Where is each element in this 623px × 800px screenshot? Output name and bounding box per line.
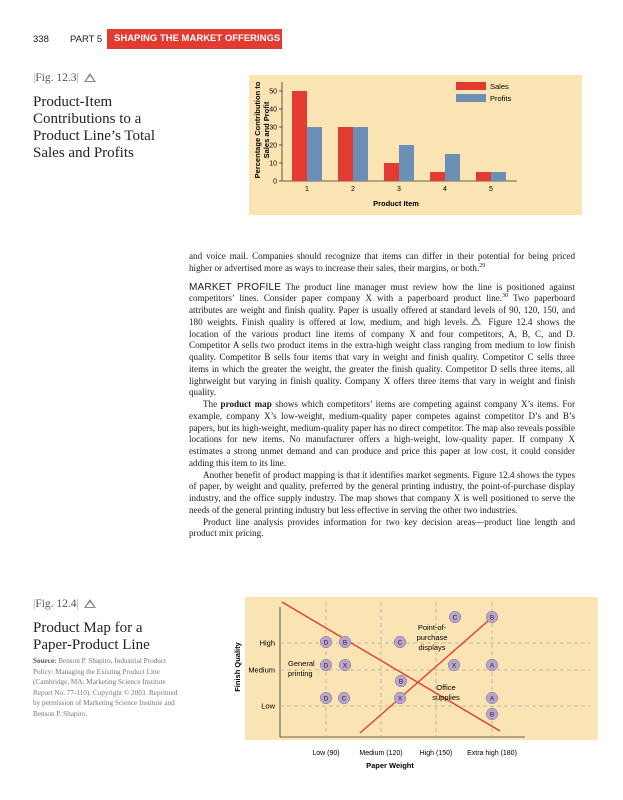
product-item-b bbox=[395, 675, 407, 687]
bar-sales-item-1 bbox=[292, 91, 307, 181]
y-tick-label: Medium bbox=[248, 665, 275, 675]
footnote-ref: 29 bbox=[479, 262, 486, 269]
bar-sales-item-3 bbox=[384, 163, 399, 181]
figure-12-4-title bbox=[33, 620, 150, 654]
paragraph-text: shows which competitors’ items are competing against company X’s items. For example, company X’s low-weight, medium-quality paper competes against competitor D’s and B’s papers, but its high-weight, medium-quality paper has no direct competitor. The map also reveals possible locations for new items. No manufacturer offers a high-weight, low-quality paper. If company X estimates a strong unmet demand and can produce and price this paper at low cost, it could consider adding this item to its line. bbox=[189, 399, 576, 468]
warning-triangle-icon bbox=[84, 73, 96, 82]
paragraph-text: The bbox=[203, 399, 221, 409]
product-item-letter: X bbox=[451, 662, 457, 670]
bar-profits-item-2 bbox=[353, 127, 368, 181]
figure-title-line: Sales and Profits bbox=[33, 145, 134, 161]
figure-title-line: Contributions to a bbox=[33, 111, 142, 127]
product-item-letter: A bbox=[489, 695, 495, 703]
part-title-banner: SHAPING THE MARKET OFFERINGS bbox=[107, 29, 282, 49]
paragraph bbox=[189, 282, 575, 400]
paragraph: Another benefit of product mapping is that it identifies market segments. Figure 12.4 shows the types of paper, by weight and quality, preferred by the general printing industry, the point-of-purchase display industry, and the office supply industry. The map shows that company X is well positioned to serve the needs of the general printing industry but less effective in serving the other two industries. bbox=[189, 469, 575, 515]
bar-chart bbox=[230, 70, 590, 225]
product-item-letter: B bbox=[489, 614, 495, 622]
y-axis-label-line: Sales and Profit bbox=[262, 101, 271, 159]
x-axis-label: Paper Weight bbox=[366, 761, 414, 770]
y-tick-label: 20 bbox=[269, 142, 277, 150]
y-tick-label: 0 bbox=[273, 178, 277, 186]
product-item-a bbox=[486, 692, 498, 704]
product-item-letter: A bbox=[489, 662, 495, 670]
warning-triangle-icon bbox=[84, 599, 96, 608]
x-tick-label: 4 bbox=[443, 186, 447, 193]
product-item-letter: D bbox=[323, 695, 329, 703]
source-label: Source: bbox=[33, 657, 57, 665]
figure-title-line: Product-Item bbox=[33, 94, 113, 110]
figure-source-note bbox=[33, 656, 183, 719]
segment-label-point-of-purchase bbox=[417, 623, 448, 652]
figure-12-3-title bbox=[33, 94, 155, 162]
segment-label-line: printing bbox=[288, 669, 313, 678]
segment-label-general-printing bbox=[288, 659, 315, 678]
y-tick-label: 50 bbox=[269, 88, 277, 96]
product-item-letter: C bbox=[397, 639, 403, 647]
segment-label-line: Point-of- bbox=[417, 623, 447, 632]
product-item-letter: B bbox=[398, 678, 404, 686]
bar-sales-item-5 bbox=[476, 172, 491, 181]
x-tick-label: High (150) bbox=[419, 750, 453, 757]
product-item-d bbox=[320, 636, 332, 648]
body-text bbox=[189, 251, 575, 540]
y-tick-label: 40 bbox=[269, 106, 277, 114]
bar-sales-item-4 bbox=[430, 172, 445, 181]
product-item-letter: D bbox=[323, 639, 329, 647]
legend-swatch-profits bbox=[456, 94, 486, 102]
x-axis-label: Product Item bbox=[373, 199, 419, 208]
bar-sales-item-2 bbox=[338, 127, 353, 181]
figure-title-line: Product Line’s Total bbox=[33, 128, 155, 144]
product-item-c bbox=[449, 611, 461, 623]
product-item-c bbox=[394, 636, 406, 648]
x-tick-label: Low (90) bbox=[312, 750, 340, 757]
figure-label-text: Fig. 12.3 bbox=[35, 72, 77, 84]
paragraph-text: and voice mail. Companies should recognize that items can differ in their potential for being priced higher or advertised more as ways to increase their sales, their margins, or both. bbox=[189, 251, 575, 273]
source-text: Benson P. Shapiro, Industrial Product Policy: Managing the Existing Product Line (Cambridge, MA: Marketing Science Institute Report No. 77-110). Copyright © 2003. Reprinted by permission of Marketing Science Institute and Benson P. Shapiro. bbox=[33, 657, 178, 718]
product-item-letter: C bbox=[341, 695, 347, 703]
warning-triangle-icon bbox=[471, 317, 481, 325]
figure-title-line: Paper-Product Line bbox=[33, 637, 150, 653]
product-item-x bbox=[448, 659, 460, 671]
legend-label-profits: Profits bbox=[490, 94, 512, 103]
legend-swatch-sales bbox=[456, 82, 486, 90]
figure-label-text: Fig. 12.4 bbox=[35, 598, 77, 610]
product-item-d bbox=[320, 692, 332, 704]
x-tick-label: 2 bbox=[351, 186, 355, 193]
part-label: PART 5 bbox=[70, 34, 103, 45]
footnote-ref: 30 bbox=[502, 293, 509, 300]
paragraph-text: The product line manager must review how the line is positioned against competitors’ lines. Consider paper company X with a paperboard product line. bbox=[189, 281, 575, 304]
y-tick-label: High bbox=[259, 638, 275, 648]
product-item-letter: X bbox=[397, 695, 403, 703]
product-item-letter: C bbox=[452, 614, 458, 622]
segment-label-line: Office bbox=[436, 683, 456, 692]
x-tick-label: 3 bbox=[397, 186, 401, 193]
paragraph-text: Two paperboard attributes are weight and finish quality. Paper is usually offered at standard levels of 90, 120, 150, and 180 weights. Finish quality is offered at low, medium, and high levels. bbox=[189, 293, 575, 327]
x-tick-label: Medium (120) bbox=[359, 750, 403, 757]
y-tick-label: 10 bbox=[269, 160, 277, 168]
y-axis-label-line: Percentage Contribution to bbox=[253, 81, 262, 179]
product-item-x bbox=[394, 692, 406, 704]
product-item-d bbox=[320, 659, 332, 671]
product-item-letter: D bbox=[323, 662, 329, 670]
x-tick-label: Extra high (180) bbox=[467, 750, 517, 757]
y-tick-label: Low bbox=[261, 701, 275, 711]
y-tick-label: 30 bbox=[269, 124, 277, 132]
figure-12-4-label: |Fig. 12.4| bbox=[33, 598, 96, 610]
product-item-letter: B bbox=[489, 711, 495, 719]
product-item-letter: B bbox=[342, 639, 348, 647]
x-tick-label: 1 bbox=[305, 186, 309, 193]
product-item-b bbox=[339, 636, 351, 648]
figure-title-line: Product Map for a bbox=[33, 620, 143, 636]
x-tick-label: 5 bbox=[489, 186, 493, 193]
paragraph bbox=[189, 399, 575, 470]
product-item-b bbox=[486, 611, 498, 623]
product-map-chart bbox=[230, 597, 600, 777]
key-term: product map bbox=[220, 399, 272, 409]
page-number: 338 bbox=[33, 34, 49, 45]
segment-label-line: supplies bbox=[432, 693, 460, 702]
product-item-a bbox=[486, 659, 498, 671]
section-heading: MARKET PROFILE bbox=[189, 281, 282, 293]
y-axis-label: Finish Quality bbox=[233, 642, 242, 692]
legend-label-sales: Sales bbox=[490, 82, 509, 91]
product-item-c bbox=[338, 692, 350, 704]
segment-label-line: purchase bbox=[416, 633, 448, 642]
bar-profits-item-5 bbox=[491, 172, 506, 181]
segment-label-line: General bbox=[288, 659, 315, 668]
product-item-letter: X bbox=[342, 662, 348, 670]
segment-label-line: displays bbox=[418, 643, 446, 652]
bar-profits-item-3 bbox=[399, 145, 414, 181]
paragraph bbox=[189, 251, 575, 275]
paragraph: Product line analysis provides information for two key decision areas—product line length and product mix pricing. bbox=[189, 516, 575, 539]
product-item-x bbox=[339, 659, 351, 671]
bar-profits-item-1 bbox=[307, 127, 322, 181]
bar-profits-item-4 bbox=[445, 154, 460, 181]
figure-12-3-label: |Fig. 12.3| bbox=[33, 72, 96, 84]
product-item-b bbox=[486, 708, 498, 720]
paragraph-text: Figure 12.4 shows the location of the various product line items of company X and four competitors, A, B, C, and D. Competitor A sells two product items in the extra-high weight class ranging from medium to low finish quality. Competitor B sells four items that vary in weight and finish quality. Competitor C sells three items in which the greater the weight, the greater the finish quality. Competitor D sells three items, all lightweight but varying in finish quality. Company X offers three items that vary in weight and finish quality. bbox=[189, 316, 576, 398]
